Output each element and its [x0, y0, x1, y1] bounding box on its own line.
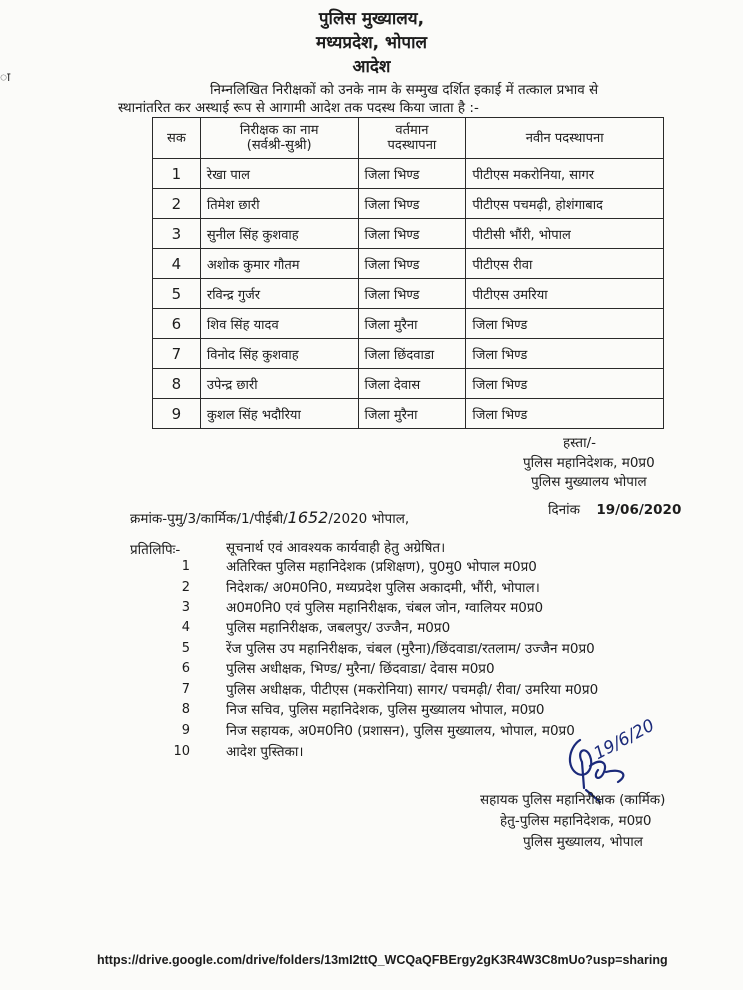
row-serial: 8 [153, 369, 201, 399]
row-new: जिला भिण्ड [466, 339, 664, 369]
row-current: जिला मुरैना [358, 399, 466, 429]
copy-number: 5 [181, 641, 190, 656]
row-current: जिला मुरैना [358, 309, 466, 339]
assistant-ig-on-behalf: हेतु-पुलिस महानिदेशक, म0प्र0 [500, 813, 652, 829]
row-name: तिमेश छारी [200, 189, 358, 219]
row-name: विनोद सिंह कुशवाह [200, 339, 358, 369]
copies-label: प्रतिलिपिः- [130, 542, 181, 558]
row-serial: 7 [153, 339, 201, 369]
row-new: जिला भिण्ड [466, 369, 664, 399]
copy-number: 6 [181, 661, 190, 676]
header-current-posting [358, 118, 466, 159]
row-current: जिला छिंदवाडा [358, 339, 466, 369]
table-row [153, 279, 664, 309]
copy-number: 1 [181, 559, 190, 574]
reference-number: 1652 [287, 508, 329, 527]
signed-mark: हस्ता/- [563, 435, 597, 451]
copy-recipient: पुलिस अधीक्षक, भिण्ड/ मुरैना/ छिंदवाडा/ देवास म0प्र0 [226, 661, 495, 677]
copy-recipient: निज सहायक, अ0म0नि0 (प्रशासन), पुलिस मुख्यालय, भोपाल, म0प्र0 [226, 723, 575, 739]
intro-line-2: स्थानांतरित कर अस्थाई रूप से आगामी आदेश तक पदस्थ किया जाता है :- [118, 100, 479, 116]
assistant-ig-designation: सहायक पुलिस महानिरीक्षक (कार्मिक) [480, 792, 666, 808]
table-row [153, 369, 664, 399]
row-name: कुशल सिंह भदौरिया [200, 399, 358, 429]
row-serial: 5 [153, 279, 201, 309]
signatory-office: पुलिस मुख्यालय भोपाल [531, 474, 647, 490]
copy-number: 2 [181, 580, 190, 595]
row-new: जिला भिण्ड [466, 399, 664, 429]
row-serial: 4 [153, 249, 201, 279]
header-name-line2: (सर्वश्री-सुश्री) [246, 138, 312, 153]
row-name: अशोक कुमार गौतम [200, 249, 358, 279]
row-new: पीटीएस रीवा [466, 249, 664, 279]
header-current-line1: वर्तमान [395, 123, 429, 138]
table-row [153, 249, 664, 279]
row-name: रेखा पाल [200, 159, 358, 189]
copy-recipient: रेंज पुलिस उप महानिरीक्षक, चंबल (मुरैना)/छिंदवाडा/रतलाम/ उज्जैन म0प्र0 [226, 641, 595, 657]
row-current: जिला भिण्ड [358, 279, 466, 309]
row-serial: 6 [153, 309, 201, 339]
row-new: जिला भिण्ड [466, 309, 664, 339]
table-row [153, 159, 664, 189]
table-row [153, 399, 664, 429]
copy-recipient: अ0म0नि0 एवं पुलिस महानिरीक्षक, चंबल जोन, ग्वालियर म0प्र0 [226, 600, 544, 616]
header-name-line1: निरीक्षक का नाम [239, 123, 319, 138]
row-new: पीटीएस पचमढ़ी, होशंगाबाद [466, 189, 664, 219]
reference-line [130, 508, 409, 527]
copy-number: 10 [173, 744, 190, 759]
date-label: दिनांक [548, 502, 581, 518]
table-row [153, 309, 664, 339]
signatory-designation: पुलिस महानिदेशक, म0प्र0 [523, 455, 655, 471]
header-name [200, 118, 358, 159]
intro-line-1: निम्नलिखित निरीक्षकों को उनके नाम के सम्मुख दर्शित इकाई में तत्काल प्रभाव से [210, 82, 599, 98]
header-current-line2: पदस्थापना [387, 138, 437, 153]
copy-number: 8 [181, 702, 190, 717]
date-line [548, 500, 681, 518]
copy-recipient: आदेश पुस्तिका। [226, 744, 304, 760]
transfer-table [152, 117, 664, 429]
row-serial: 9 [153, 399, 201, 429]
copy-number: 4 [181, 620, 190, 635]
row-serial: 2 [153, 189, 201, 219]
table-header-row [153, 118, 664, 159]
row-current: जिला देवास [358, 369, 466, 399]
header-serial: सक [153, 118, 201, 159]
row-new: पीटीसी भौंरी, भोपाल [466, 219, 664, 249]
order-date: 19/06/2020 [596, 502, 682, 518]
office-title: पुलिस मुख्यालय, [318, 9, 425, 29]
copy-recipient: निदेशक/ अ0म0नि0, मध्यप्रदेश पुलिस अकादमी, भौंरी, भोपाल। [226, 580, 540, 596]
row-name: शिव सिंह यादव [200, 309, 358, 339]
order-heading: आदेश [352, 57, 391, 77]
header-new-posting: नवीन पदस्थापना [466, 118, 664, 159]
copy-recipient: अतिरिक्त पुलिस महानिदेशक (प्रशिक्षण), पु0मु0 भोपाल म0प्र0 [226, 559, 537, 575]
row-name: सुनील सिंह कुशवाह [200, 219, 358, 249]
row-serial: 1 [153, 159, 201, 189]
handwritten-date: 19/6/20 [590, 715, 658, 764]
copy-number: 7 [181, 682, 190, 697]
copy-recipient: पुलिस अधीक्षक, पीटीएस (मकरोनिया) सागर/ पचमढ़ी/ रीवा/ उमरिया म0प्र0 [226, 682, 599, 698]
margin-mark: ा [0, 70, 11, 84]
row-serial: 3 [153, 219, 201, 249]
row-name: रविन्द्र गुर्जर [200, 279, 358, 309]
row-current: जिला भिण्ड [358, 219, 466, 249]
row-current: जिला भिण्ड [358, 249, 466, 279]
drive-link[interactable]: https://drive.google.com/drive/folders/13mI2ttQ_WCQaQFBErgy2gK3R4W3C8mUo?usp=sharing [97, 953, 668, 967]
copy-number: 3 [181, 600, 190, 615]
copy-recipient: पुलिस महानिरीक्षक, जबलपुर/ उज्जैन, म0प्र0 [226, 620, 451, 636]
copy-number: 9 [181, 723, 190, 738]
copy-recipient: निज सचिव, पुलिस महानिदेशक, पुलिस मुख्यालय भोपाल, म0प्र0 [226, 702, 545, 718]
assistant-ig-office: पुलिस मुख्यालय, भोपाल [523, 834, 643, 850]
table-row [153, 219, 664, 249]
row-current: जिला भिण्ड [358, 159, 466, 189]
reference-suffix: /2020 भोपाल, [328, 511, 410, 527]
row-name: उपेन्द्र छारी [200, 369, 358, 399]
row-new: पीटीएस मकरोनिया, सागर [466, 159, 664, 189]
row-current: जिला भिण्ड [358, 189, 466, 219]
row-new: पीटीएस उमरिया [466, 279, 664, 309]
reference-prefix: क्रमांक-पुमु/3/कार्मिक/1/पीईबी/ [130, 511, 288, 527]
office-location: मध्यप्रदेश, भोपाल [316, 33, 427, 53]
copies-intro: सूचनार्थ एवं आवश्यक कार्यवाही हेतु अग्रेषित। [226, 540, 446, 556]
table-row [153, 339, 664, 369]
table-row [153, 189, 664, 219]
